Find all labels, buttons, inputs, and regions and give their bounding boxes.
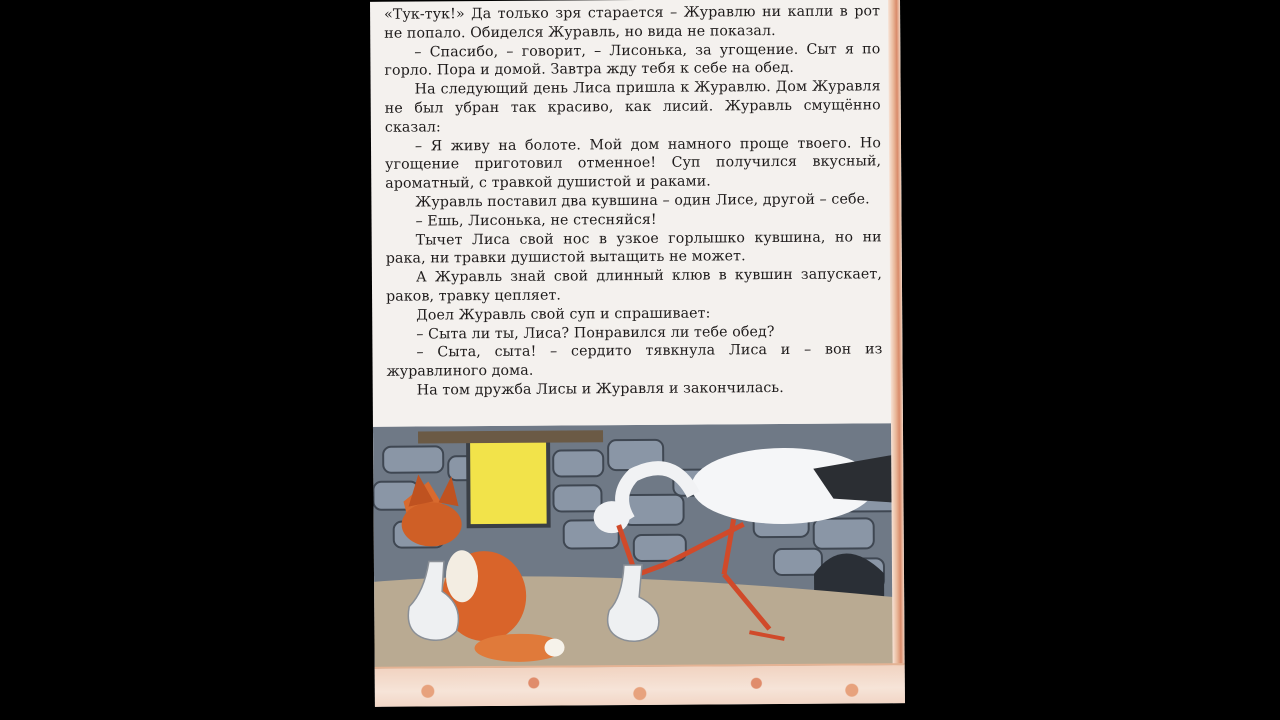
book-page [370,0,905,707]
paragraph: – Спасибо, – говорит, – Лисонька, за угощение. Сыт я по горло. Пора и домой. Завтра жду тебя к себе на обед. [384,40,881,80]
story-text [384,2,883,400]
window [468,436,549,527]
illustration-fox-and-crane [373,423,905,669]
paragraph: – Сыта, сыта! – сердито тявкнула Лиса и – вон из журавлиного дома. [386,341,883,380]
paragraph: Журавль поставил два кувшина – один Лисе, другой – себе. [415,191,870,211]
paragraph: – Сыта ли ты, Лиса? Понравился ли тебе обед? [416,323,775,343]
paragraph: На том дружба Лисы и Журавля и закончилась. [416,379,784,399]
paragraph: «Тук-тук!» Да только зря старается – Журавлю ни капли в рот не попало. Обиделся Журавль, но вида не показал. [384,3,881,42]
paragraph: А Журавль знай свой длинный клюв в кувшин запускает, раков, травку цепляет. [386,266,882,305]
paragraph: – Ешь, Лисонька, не стесняйся! [415,211,657,230]
decorative-border-bottom [375,663,905,707]
paragraph: Доел Журавль свой суп и спрашивает: [416,305,711,324]
paragraph: Тычет Лиса свой нос в узкое горлышко кувшина, но ни рака, ни травки душистой вытащить не может. [385,228,882,268]
window-beam [418,430,603,443]
paragraph: На следующий день Лиса пришла к Журавлю. Дом Журавля не был убран так красиво, как лисий. Журавль смущённо сказал: [384,78,881,136]
paragraph: – Я живу на болоте. Мой дом намного проще твоего. Но угощение приготовил отменное! Суп получился вкусный, ароматный, с травкой душистой и раками. [385,134,882,192]
